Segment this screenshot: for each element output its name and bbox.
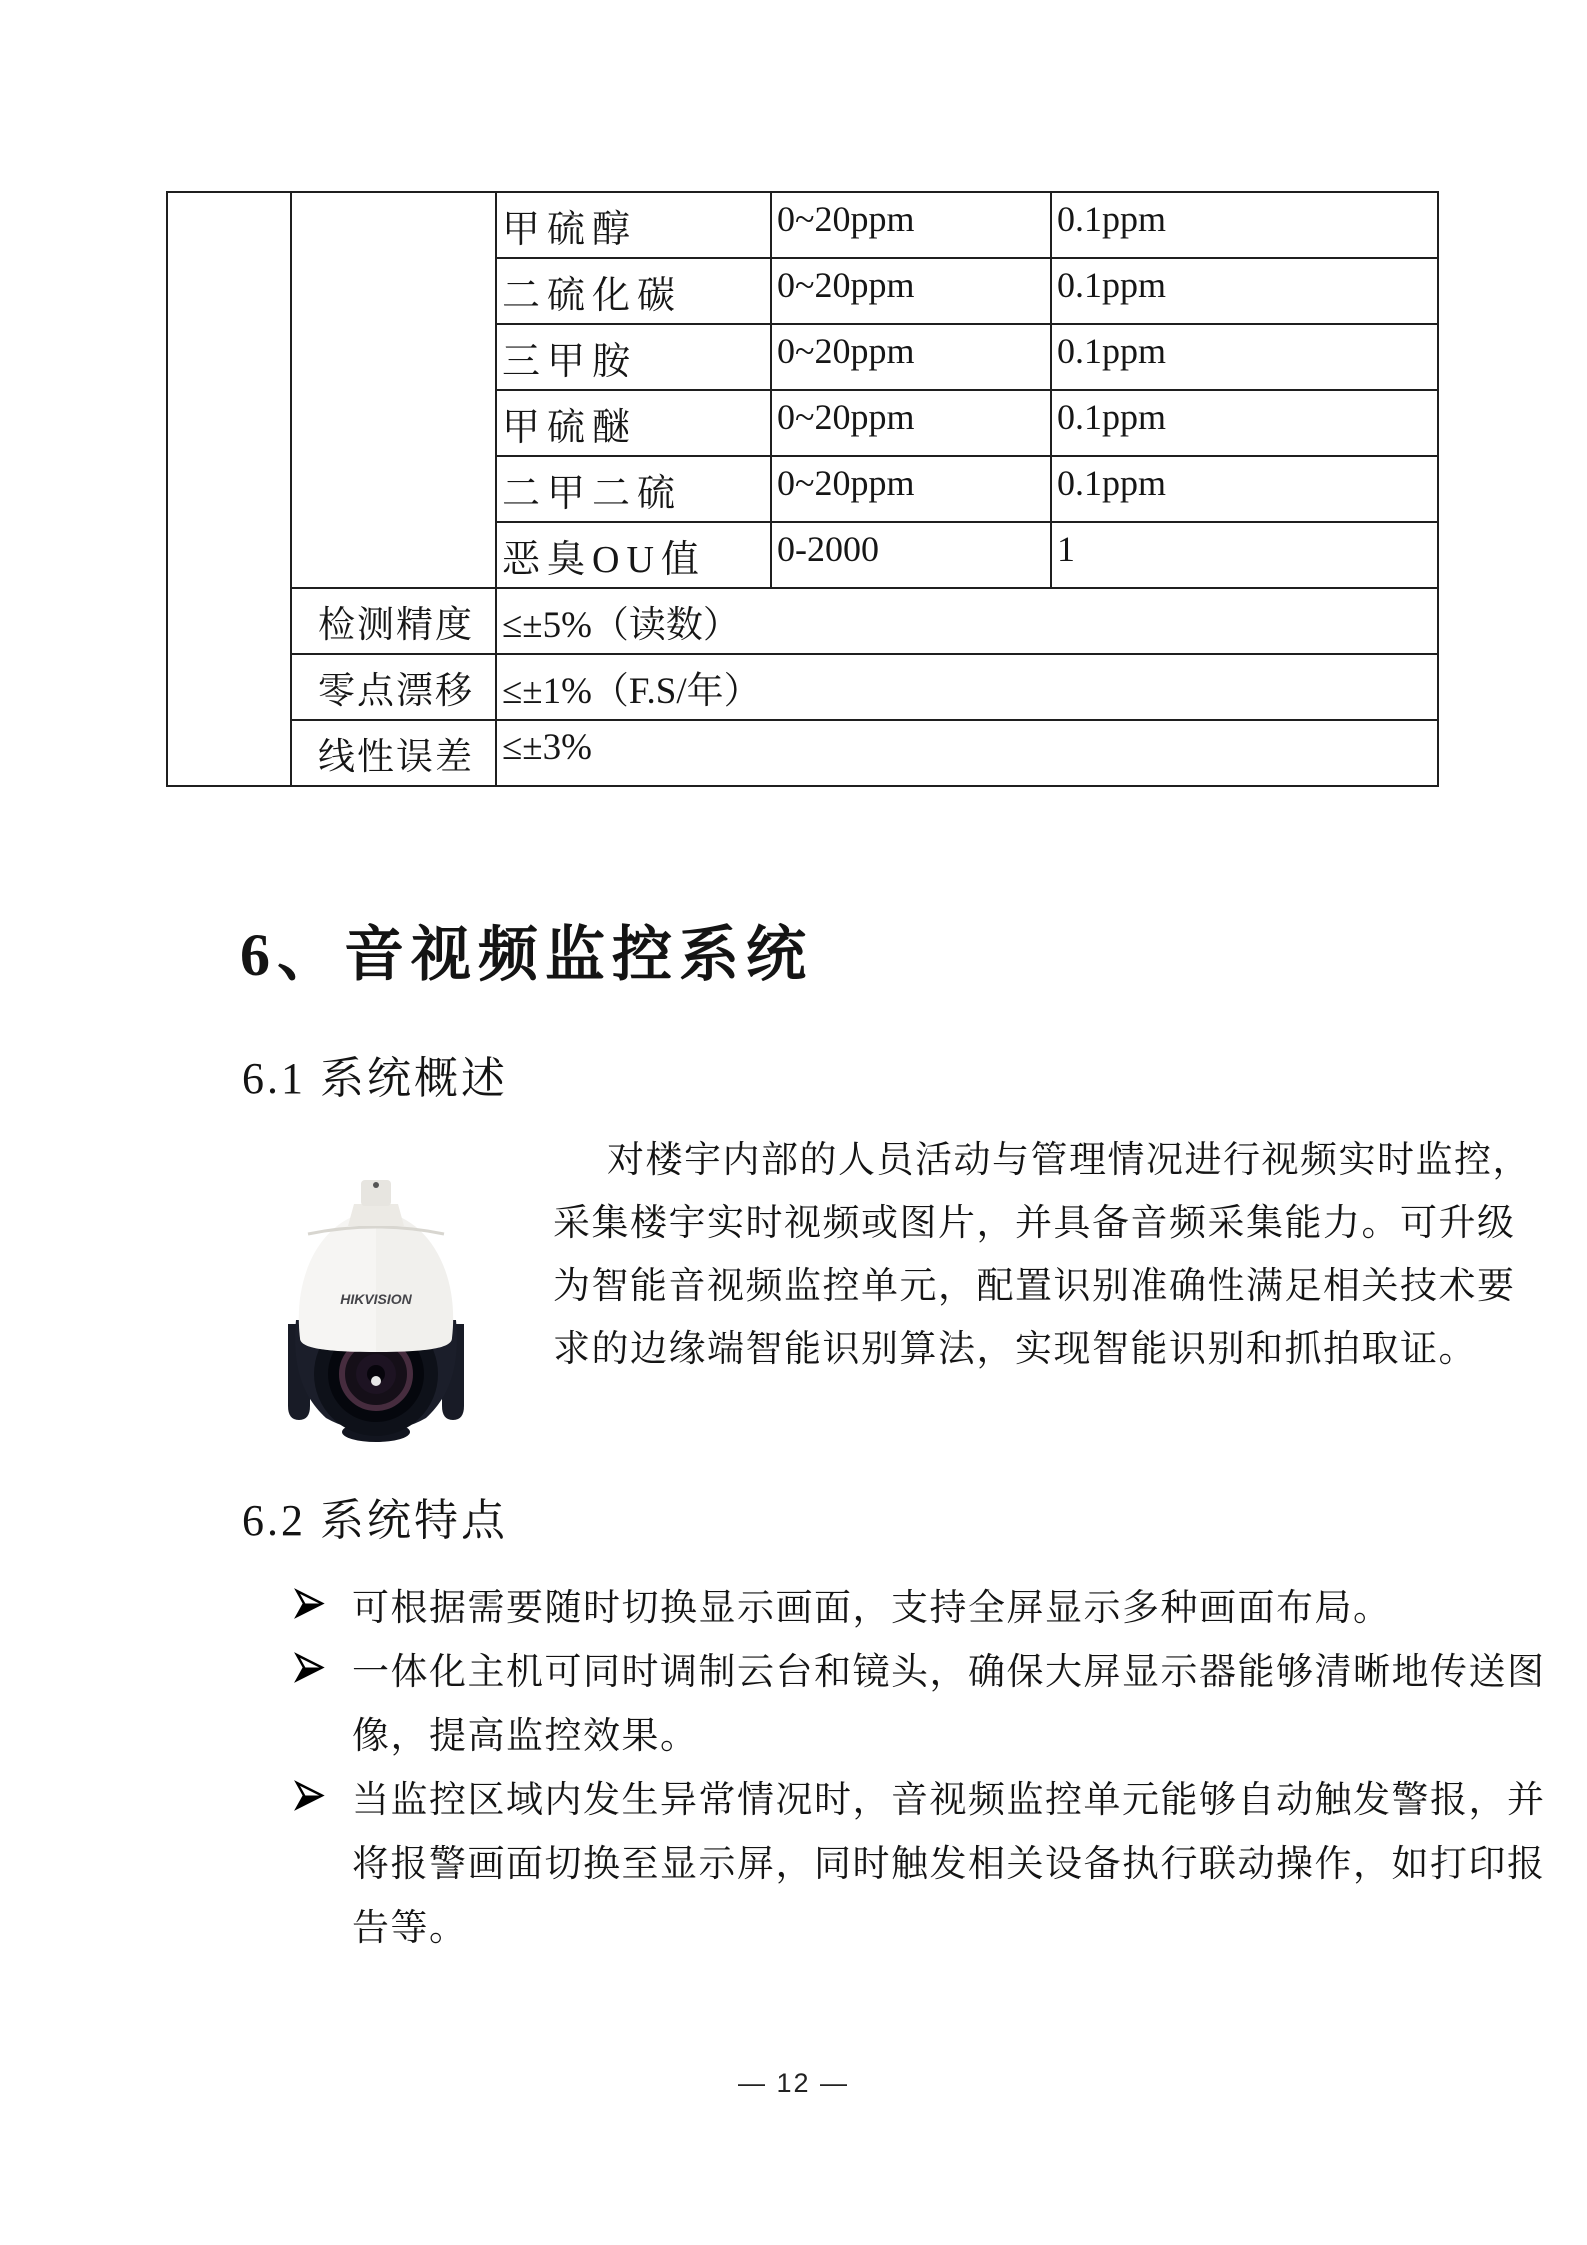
odor-sensor-spec-table: [166, 191, 1439, 787]
overview-paragraph-line: 对楼宇内部的人员活动与管理情况进行视频实时监控，: [607, 1140, 1531, 1181]
feature-bullet-line: 一体化主机可同时调制云台和镜头，确保大屏显示器能够清晰地传送图: [352, 1652, 1546, 1693]
camera-brand-logo: HIKVISION: [340, 1291, 412, 1307]
gas-name: 三甲胺: [496, 324, 771, 390]
camera-lens-glint: [371, 1376, 381, 1386]
gas-range: 0-2000: [771, 522, 1051, 588]
page-number: — 12 —: [737, 2068, 850, 2098]
gas-name: 甲硫醇: [496, 192, 771, 258]
bullet-arrow-icon: [294, 1780, 325, 1811]
gas-range: 0~20ppm: [771, 324, 1051, 390]
empty-group-cell: [291, 192, 496, 588]
gas-range: 0~20ppm: [771, 456, 1051, 522]
gas-resolution: 0.1ppm: [1051, 390, 1438, 456]
gas-name: 二甲二硫: [496, 456, 771, 522]
table-row: [167, 654, 1438, 720]
gas-name: 甲硫醚: [496, 390, 771, 456]
overview-paragraph-line: 采集楼宇实时视频或图片，并具备音频采集能力。可升级: [553, 1203, 1516, 1244]
empty-left-cell: [167, 192, 291, 786]
gas-range: 0~20ppm: [771, 258, 1051, 324]
spec-value: ≤±3%: [496, 720, 1438, 786]
bullet-arrow-icon: [294, 1588, 325, 1619]
camera-neck: [348, 1204, 404, 1226]
hikvision-ptz-camera-image: [278, 1174, 474, 1446]
table-row: [167, 720, 1438, 786]
spec-label: 零点漂移: [291, 654, 496, 720]
feature-bullet-line: 将报警画面切换至显示屏，同时触发相关设备执行联动操作，如打印报: [352, 1844, 1546, 1885]
overview-paragraph-line: 为智能音视频监控单元，配置识别准确性满足相关技术要: [553, 1266, 1516, 1307]
gas-resolution: 0.1ppm: [1051, 258, 1438, 324]
overview-paragraph-line: 求的边缘端智能识别算法，实现智能识别和抓拍取证。: [553, 1329, 1477, 1370]
gas-resolution: 0.1ppm: [1051, 324, 1438, 390]
gas-resolution: 0.1ppm: [1051, 192, 1438, 258]
gas-resolution: 1: [1051, 522, 1438, 588]
camera-top-dot: [373, 1182, 379, 1188]
table-row: [167, 588, 1438, 654]
feature-bullet-line: 当监控区域内发生异常情况时，音视频监控单元能够自动触发警报，并: [352, 1780, 1546, 1821]
chapter-heading: 6、音视频监控系统: [240, 922, 813, 988]
table-row: [167, 192, 1438, 258]
bullet-arrow-icon: [294, 1652, 325, 1683]
gas-range: 0~20ppm: [771, 390, 1051, 456]
gas-range: 0~20ppm: [771, 192, 1051, 258]
spec-label: 线性误差: [291, 720, 496, 786]
feature-bullet-line: 告等。: [352, 1908, 468, 1949]
feature-bullet-line: 可根据需要随时切换显示画面，支持全屏显示多种画面布局。: [352, 1588, 1392, 1629]
gas-name: 恶臭OU值: [496, 522, 771, 588]
section-6-1-title: 6.1 系统概述: [242, 1054, 508, 1103]
feature-bullet-line: 像，提高监控效果。: [352, 1716, 699, 1757]
spec-label: 检测精度: [291, 588, 496, 654]
section-6-2-title: 6.2 系统特点: [242, 1496, 508, 1545]
spec-value: ≤±1%（F.S/年）: [496, 654, 1438, 720]
gas-name: 二硫化碳: [496, 258, 771, 324]
spec-value: ≤±5%（读数）: [496, 588, 1438, 654]
gas-resolution: 0.1ppm: [1051, 456, 1438, 522]
